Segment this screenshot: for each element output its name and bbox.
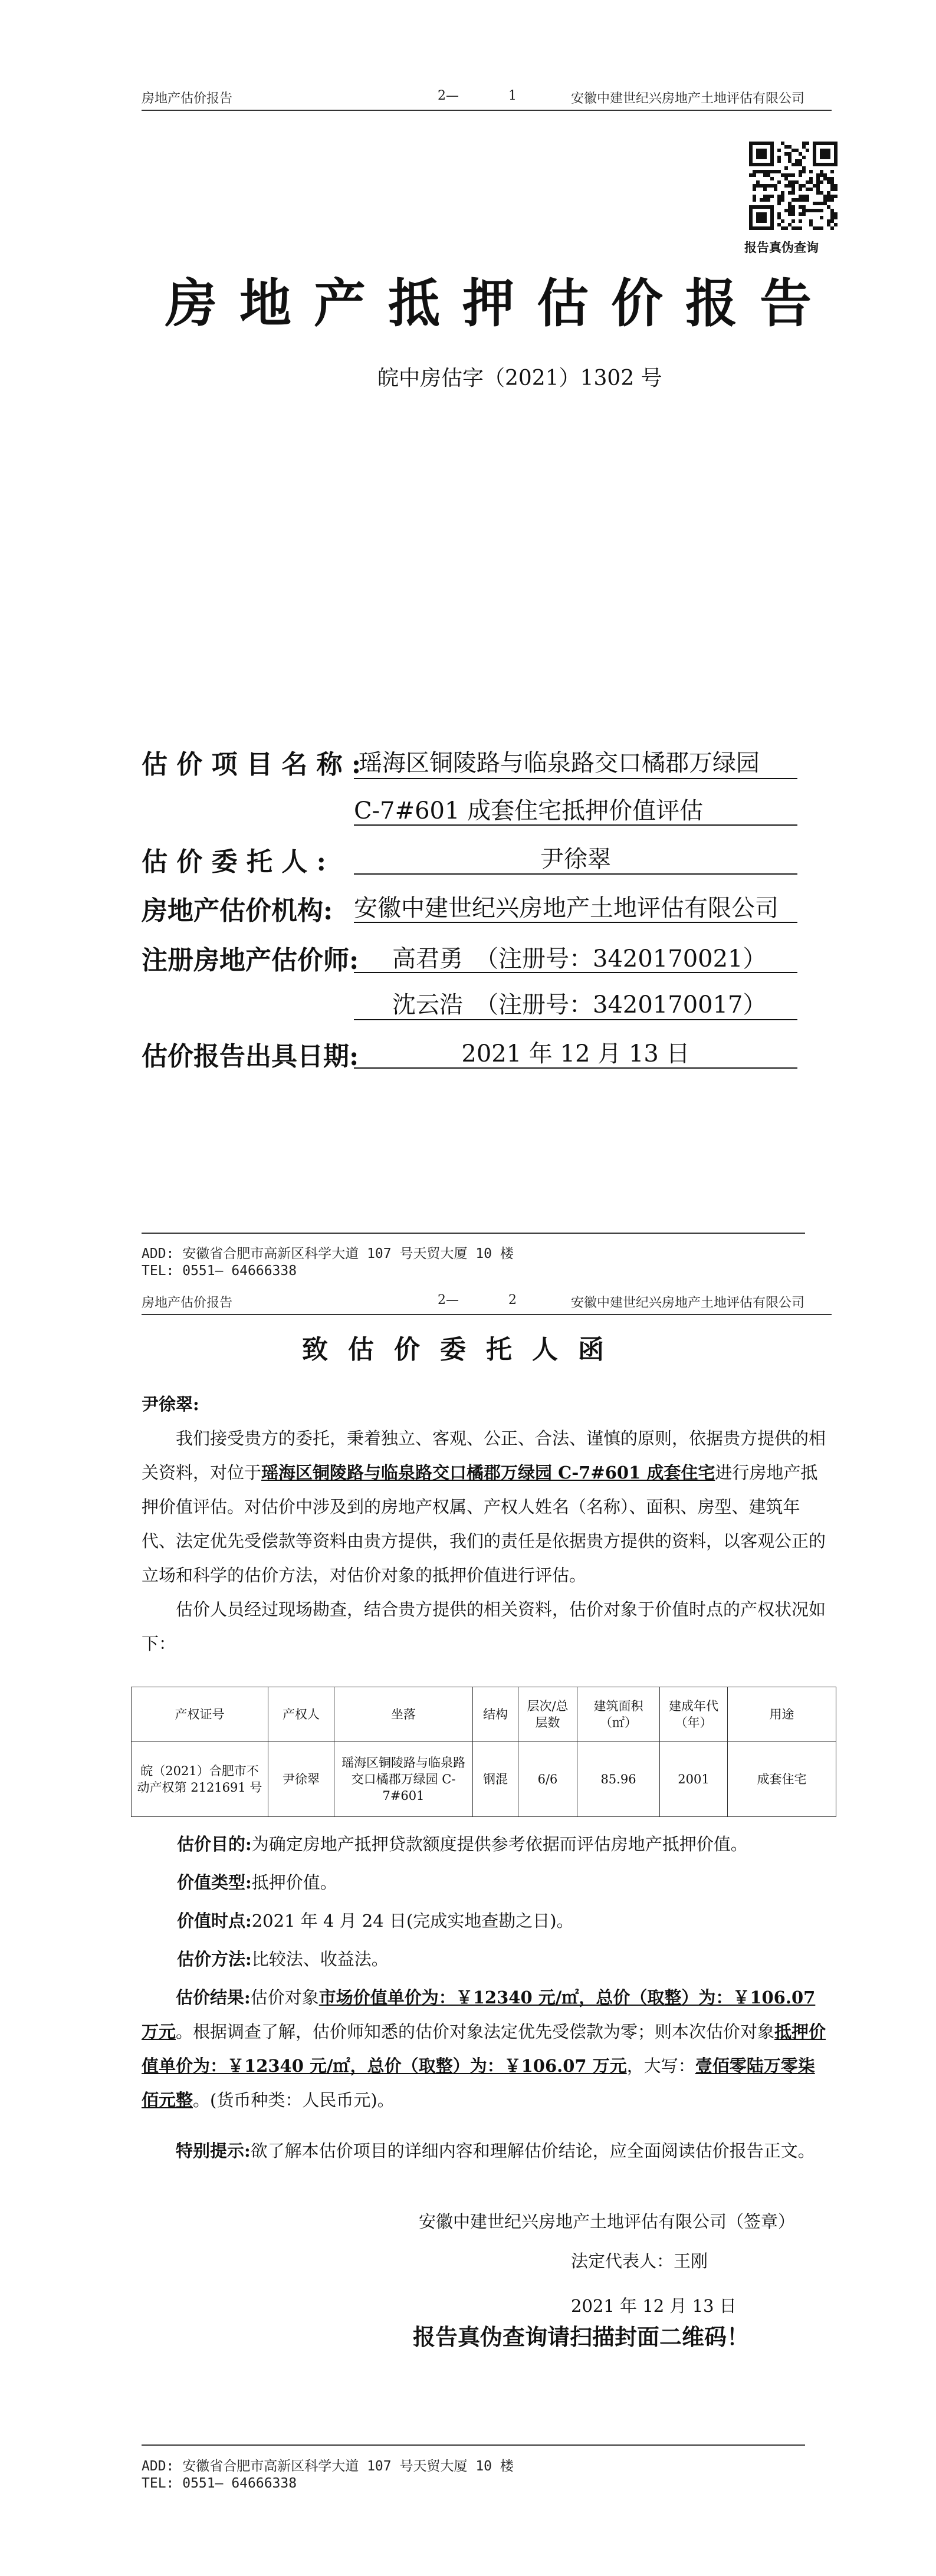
project-underline-1 bbox=[354, 778, 797, 779]
appraiser-underline-1 bbox=[354, 972, 797, 973]
paragraph-2: 估价人员经过现场勘查，结合贵方提供的相关资料，估价对象于价值时点的产权状况如下： bbox=[142, 1599, 826, 1654]
value-type-label: 价值类型: bbox=[177, 1872, 252, 1892]
value-date-line bbox=[177, 1904, 832, 1938]
paragraph-1 bbox=[142, 1421, 832, 1592]
client-label: 估 价 委 托 人 : bbox=[142, 847, 326, 877]
mortgage-value-label: 抵押价值单价为： bbox=[142, 2022, 826, 2076]
client-underline bbox=[354, 873, 797, 875]
purpose-line bbox=[177, 1827, 832, 1861]
footer-rule bbox=[142, 1233, 805, 1234]
footer-rule bbox=[142, 2444, 805, 2446]
salutation: 尹徐翠: bbox=[142, 1394, 199, 1414]
letter-title: 致估价委托人函 bbox=[302, 1335, 624, 1365]
table-cell: 成套住宅 bbox=[728, 1742, 836, 1817]
table-header-row bbox=[132, 1687, 836, 1742]
result-label: 估价结果: bbox=[176, 1987, 251, 2007]
header-rule bbox=[142, 110, 832, 111]
footer-tel: TEL: 0551— 64666338 bbox=[142, 1263, 297, 1279]
header-page-number: 1 bbox=[508, 88, 517, 103]
date-label: 估价报告出具日期: bbox=[142, 1041, 359, 1072]
table-cell: 6/6 bbox=[518, 1742, 577, 1817]
verification-notice: 报告真伪查询请扫描封面二维码！ bbox=[413, 2324, 750, 2350]
signature-date: 2021 年 12 月 13 日 bbox=[571, 2296, 737, 2316]
appraiser-2: 沈云浩 （注册号：3420170017） bbox=[392, 991, 767, 1018]
table-header: 结构 bbox=[473, 1687, 518, 1742]
property-table bbox=[131, 1687, 836, 1817]
header-page-prefix: 2— bbox=[438, 88, 459, 103]
table-row bbox=[132, 1742, 836, 1817]
market-value: 市场价值单价为：￥12340 元/㎡，总价（取整）为：￥106.07 万元 bbox=[142, 1987, 816, 2042]
result-text: 估价对象 bbox=[250, 1987, 319, 2007]
header-right: 安徽中建世纪兴房地产土地评估有限公司 bbox=[571, 91, 805, 106]
project-underline-2 bbox=[354, 824, 797, 826]
special-label: 特别提示: bbox=[176, 2141, 251, 2161]
purpose-label: 估价目的: bbox=[177, 1834, 252, 1854]
method-value: 比较法、收益法。 bbox=[251, 1949, 389, 1969]
mortgage-total-label: ，总价（取整）为： bbox=[350, 2056, 504, 2076]
client-value: 尹徐翠 bbox=[540, 846, 611, 873]
agency-value: 安徽中建世纪兴房地产土地评估有限公司 bbox=[354, 895, 779, 922]
table-header: 用途 bbox=[728, 1687, 836, 1742]
result-text: 。(货币种类：人民币元)。 bbox=[193, 2090, 395, 2110]
paragraph-1-text-b: 进行房地产抵押价值评估。对估价中涉及到的房地产权属、产权人姓名（名称）、面积、房型、建筑年代、法定优先受偿款等资料由贵方提供，我们的责任是依据贵方提供的资料，以客观公正的立场和科学的估价方法，对估价对象的抵押价值进行评估。 bbox=[142, 1463, 826, 1585]
header-right: 安徽中建世纪兴房地产土地评估有限公司 bbox=[571, 1296, 805, 1310]
footer-tel: TEL: 0551— 64666338 bbox=[142, 2476, 297, 2491]
footer-address: ADD: 安徽省合肥市高新区科学大道 107 号天贸大厦 10 楼 bbox=[142, 2459, 514, 2474]
mortgage-unit-price: ￥12340 元/㎡ bbox=[227, 2056, 350, 2076]
table-header: 产权证号 bbox=[132, 1687, 268, 1742]
value-date-value: 2021 年 4 月 24 日(完成实地查勘之日)。 bbox=[251, 1911, 574, 1931]
report-number: 皖中房估字（2021）1302 号 bbox=[377, 366, 662, 390]
header-left: 房地产估价报告 bbox=[142, 91, 233, 106]
method-line bbox=[177, 1942, 832, 1976]
special-note bbox=[142, 2134, 832, 2168]
header-rule bbox=[142, 1314, 832, 1315]
appraiser-1: 高君勇 （注册号：3420170021） bbox=[392, 945, 767, 972]
amount-in-words: 壹佰零陆万零柒佰元整 bbox=[142, 2056, 815, 2110]
property-address: 瑶海区铜陵路与临泉路交口橘郡万绿园 C-7#601 成套住宅 bbox=[261, 1463, 715, 1483]
header-page-number: 2 bbox=[508, 1293, 517, 1307]
special-value: 欲了解本估价项目的详细内容和理解估价结论，应全面阅读估价报告正文。 bbox=[250, 2141, 815, 2161]
header-left: 房地产估价报告 bbox=[142, 1296, 233, 1310]
paragraph-1-text-a: 我们接受贵方的委托，秉着独立、客观、公正、合法、谨慎的原则，依据贵方提供的相关资料，对位于 bbox=[142, 1428, 826, 1483]
result-paragraph bbox=[142, 1980, 832, 2117]
report-title: 房地产抵押估价报告 bbox=[165, 272, 835, 334]
project-label: 估 价 项 目 名 称 : bbox=[142, 750, 362, 780]
appraiser-underline-2 bbox=[354, 1019, 797, 1020]
table-header: 建筑面积（㎡） bbox=[577, 1687, 660, 1742]
agency-label: 房地产估价机构: bbox=[142, 896, 333, 926]
qr-code-icon[interactable] bbox=[749, 142, 838, 230]
table-cell: 皖（2021）合肥市不动产权第 2121691 号 bbox=[132, 1742, 268, 1817]
result-text: ，大写： bbox=[626, 2056, 695, 2076]
table-cell: 85.96 bbox=[577, 1742, 660, 1817]
legal-representative: 法定代表人：王刚 bbox=[571, 2251, 708, 2271]
purpose-value: 为确定房地产抵押贷款额度提供参考依据而评估房地产抵押价值。 bbox=[251, 1834, 748, 1854]
value-type-line bbox=[177, 1865, 832, 1900]
project-value-line2: C-7#601 成套住宅抵押价值评估 bbox=[354, 797, 704, 824]
value-type-value: 抵押价值。 bbox=[251, 1872, 337, 1892]
table-header: 坐落 bbox=[334, 1687, 473, 1742]
header-page-prefix: 2— bbox=[438, 1293, 459, 1307]
project-value-line1: 瑶海区铜陵路与临泉路交口橘郡万绿园 bbox=[359, 750, 760, 777]
qr-caption: 报告真伪查询 bbox=[744, 240, 819, 255]
table-header: 层次/总层数 bbox=[518, 1687, 577, 1742]
table-cell: 尹徐翠 bbox=[268, 1742, 334, 1817]
agency-underline bbox=[354, 922, 797, 923]
date-value: 2021 年 12 月 13 日 bbox=[461, 1040, 690, 1067]
table-cell: 钢混 bbox=[473, 1742, 518, 1817]
mortgage-total: ￥106.07 万元 bbox=[504, 2056, 627, 2076]
appraiser-label: 注册房地产估价师: bbox=[142, 945, 359, 975]
table-header: 建成年代（年） bbox=[660, 1687, 728, 1742]
result-text: 。根据调查了解，估价师知悉的估价对象法定优先受偿款为零；则本次估价对象 bbox=[176, 2022, 775, 2042]
method-label: 估价方法: bbox=[177, 1949, 252, 1969]
table-cell: 2001 bbox=[660, 1742, 728, 1817]
signature-company: 安徽中建世纪兴房地产土地评估有限公司（签章） bbox=[419, 2212, 796, 2232]
table-header: 产权人 bbox=[268, 1687, 334, 1742]
date-underline bbox=[354, 1067, 797, 1069]
footer-address: ADD: 安徽省合肥市高新区科学大道 107 号天贸大厦 10 楼 bbox=[142, 1246, 514, 1261]
table-cell: 瑶海区铜陵路与临泉路交口橘郡万绿园 C-7#601 bbox=[334, 1742, 473, 1817]
value-date-label: 价值时点: bbox=[177, 1911, 252, 1931]
